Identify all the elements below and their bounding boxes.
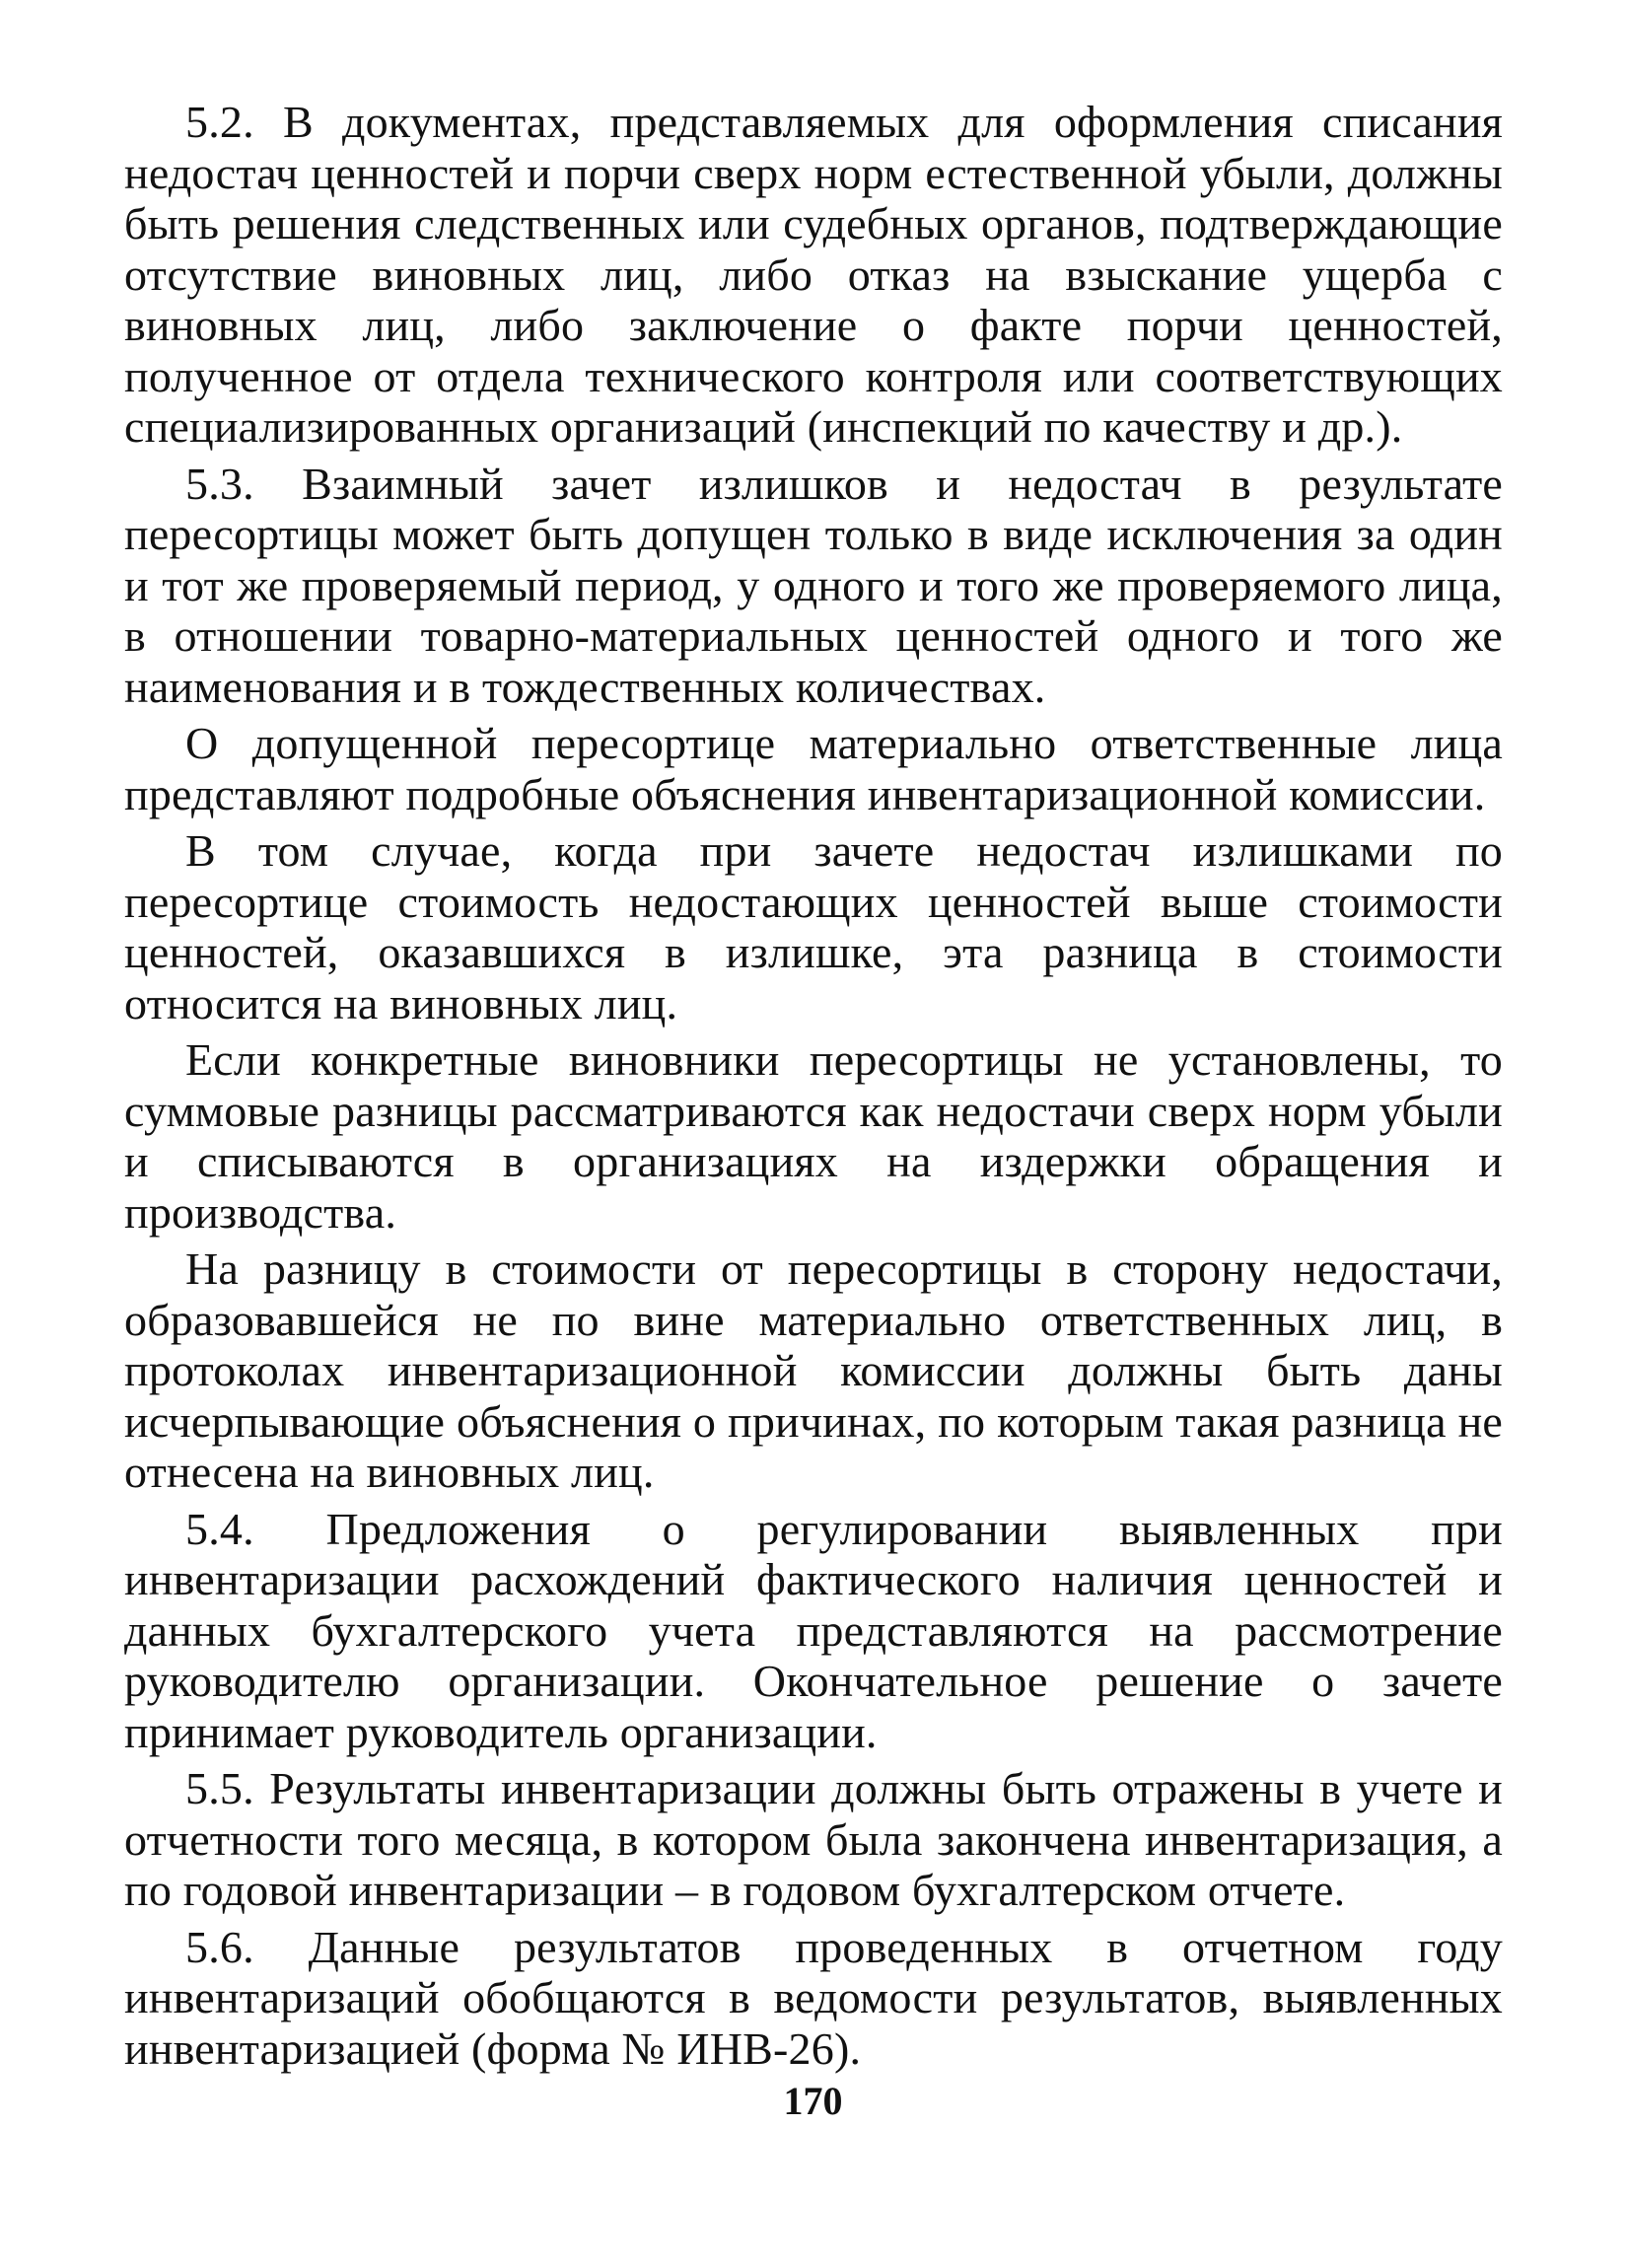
- paragraph-cost-difference: В том случае, когда при зачете недостач излишками по пересортице стоимость недостающих ценностей выше стоимости ценностей, оказавшихся в излишке, эта разница в стоимости относится на виновных лиц.: [124, 825, 1503, 1028]
- paragraph-commission-protocols: На разницу в стоимости от пересортицы в сторону недостачи, образовавшейся не по вине материально ответственных лиц, в протоколах инвентаризационной комиссии должны быть даны исчерпывающие объяснения о причинах, по которым такая разница не отнесена на виновных лиц.: [124, 1243, 1503, 1497]
- paragraph-5-5: 5.5. Результаты инвентаризации должны быть отражены в учете и отчетности того месяца, в котором была закончена инвентаризация, а по годовой инвентаризации – в годовом бухгалтерском отчете.: [124, 1763, 1503, 1915]
- body-text: [124, 97, 1503, 2074]
- paragraph-mis-sorting-explanations: О допущенной пересортице материально ответственные лица представляют подробные объяснения инвентаризационной комиссии.: [124, 718, 1503, 819]
- paragraph-5-3: 5.3. Взаимный зачет излишков и недостач в результате пересортицы может быть допущен только в виде исключения за один и тот же проверяемый период, у одного и того же проверяемого лица, в отношении товарно-материальных ценностей одного и того же наименования и в тождественных количествах.: [124, 458, 1503, 712]
- paragraph-5-4: 5.4. Предложения о регулировании выявленных при инвентаризации расхождений фактического наличия ценностей и данных бухгалтерского учета представляются на рассмотрение руководителю организации. Окончательное решение о зачете принимает руководитель организации.: [124, 1503, 1503, 1757]
- paragraph-unidentified-culprits: Если конкретные виновники пересортицы не установлены, то суммовые разницы рассматриваются как недостачи сверх норм убыли и списываются в организациях на издержки обращения и производства.: [124, 1034, 1503, 1238]
- paragraph-5-2: 5.2. В документах, представляемых для оформления списания недостач ценностей и порчи сверх норм естественной убыли, должны быть решения следственных или судебных органов, подтверждающие отсутствие виновных лиц, либо отказ на взыскание ущерба с виновных лиц, либо заключение о факте порчи ценностей, полученное от отдела технического контроля или соответствующих специализированных организаций (инспекций по качеству и др.).: [124, 97, 1503, 452]
- page-number: 170: [783, 2079, 843, 2123]
- paragraph-5-6: 5.6. Данные результатов проведенных в отчетном году инвентаризаций обобщаются в ведомости результатов, выявленных инвентаризацией (форма № ИНВ-26).: [124, 1921, 1503, 2074]
